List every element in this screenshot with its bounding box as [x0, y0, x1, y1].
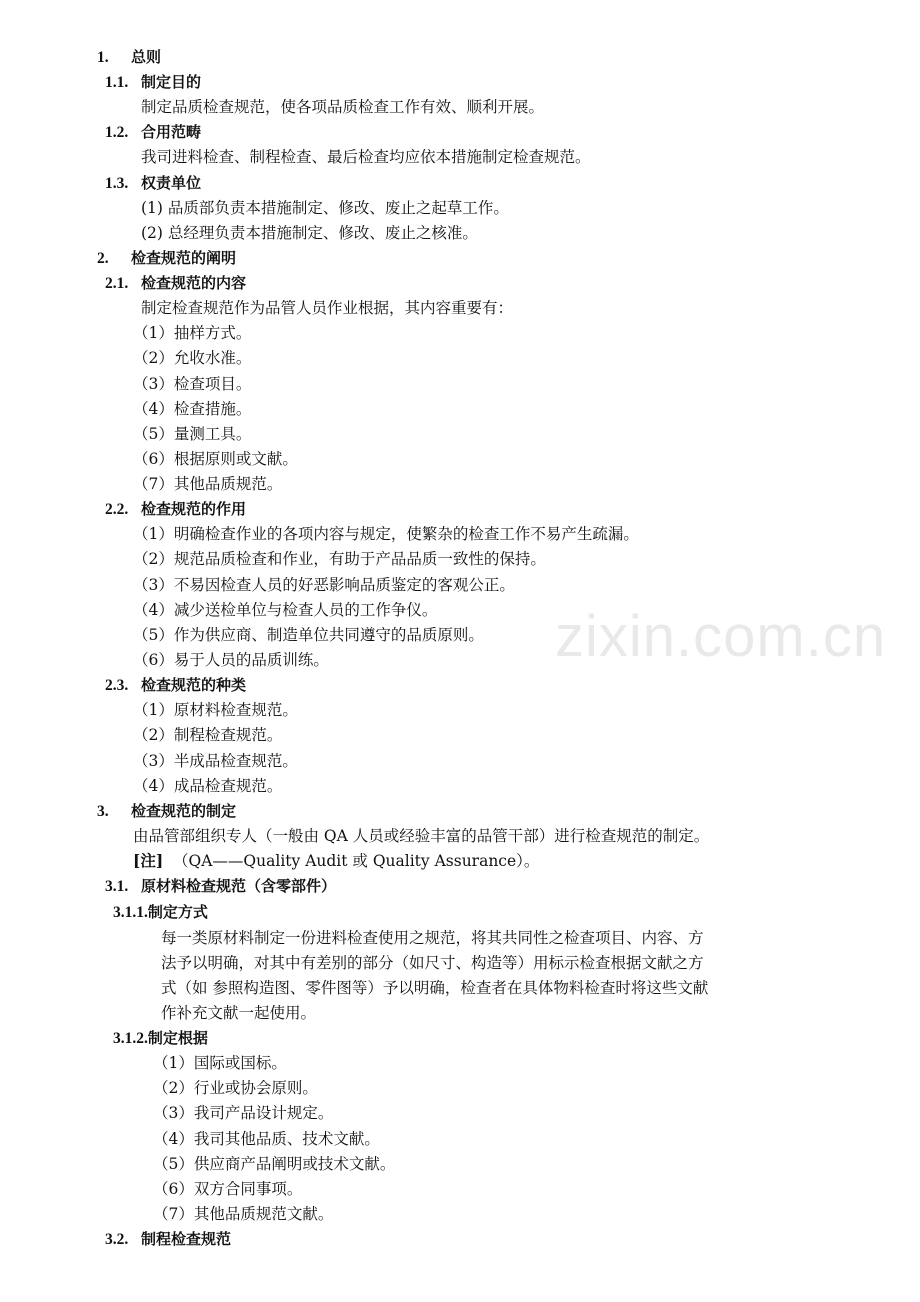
heading-3-2 — [105, 1229, 231, 1250]
paragraph: 我司进料检查、制程检查、最后检查均应依本措施制定检查规范。 — [141, 148, 591, 166]
list-item: （3）检查项目。 — [133, 375, 252, 393]
heading-title: 检查规范的内容 — [141, 274, 247, 292]
heading-3-1-2 — [113, 1028, 208, 1049]
paragraph-line: 作补充文献一起使用。 — [161, 1004, 317, 1022]
heading-title: 检查规范的作用 — [141, 500, 247, 518]
list-item: （4）我司其他品质、技术文献。 — [153, 1130, 380, 1148]
list-item: （5）作为供应商、制造单位共同遵守的品质原则。 — [133, 626, 484, 644]
heading-title: 总则 — [131, 48, 162, 66]
heading-title: 检查规范的阐明 — [131, 249, 237, 267]
heading-title: 制定根据 — [147, 1029, 208, 1047]
list-item: （6）易于人员的品质训练。 — [133, 651, 329, 669]
paragraph-line: 法予以明确，对其中有差别的部分（如尺寸、构造等）用标示检查根据文献之方 — [161, 954, 704, 972]
heading-title: 原材料检查规范（含零部件） — [141, 877, 337, 895]
note-label: [注] — [133, 851, 164, 870]
heading-number: 3.1.1. — [113, 904, 148, 921]
list-item: （6）双方合同事项。 — [153, 1180, 303, 1198]
watermark: zixin.com.cn — [555, 604, 887, 669]
heading-1-2 — [105, 122, 201, 143]
list-item: （2）允收水准。 — [133, 349, 252, 367]
paragraph-line: 每一类原材料制定一份进料检查使用之规范，将其共同性之检查项目、内容、方 — [161, 929, 704, 947]
heading-number: 1.3. — [105, 175, 129, 192]
list-item: (2) 总经理负责本措施制定、修改、废止之核准。 — [141, 224, 478, 242]
heading-title: 合用范畴 — [141, 123, 202, 141]
heading-1 — [97, 47, 161, 68]
heading-1-3 — [105, 173, 201, 194]
heading-3-1 — [105, 876, 336, 897]
heading-3 — [97, 801, 236, 822]
heading-number: 2.3. — [105, 677, 129, 694]
list-item: （3）我司产品设计规定。 — [153, 1104, 334, 1122]
list-item: （4）成品检查规范。 — [133, 777, 283, 795]
heading-number: 3. — [97, 803, 109, 820]
heading-title: 检查规范的制定 — [131, 802, 237, 820]
heading-title: 制定目的 — [141, 73, 202, 91]
heading-number: 3.1. — [105, 878, 129, 895]
heading-2-1 — [105, 273, 246, 294]
list-item: （3）半成品检查规范。 — [133, 752, 298, 770]
list-item: （6）根据原则或文献。 — [133, 450, 298, 468]
paragraph-line: 式（如 参照构造图、零件图等）予以明确，检查者在具体物料检查时将这些文献 — [161, 979, 709, 997]
heading-number: 2. — [97, 250, 109, 267]
heading-number: 1. — [97, 49, 109, 66]
heading-2 — [97, 248, 236, 269]
note-text: （QA——Quality Audit 或 Quality Assurance）。 — [173, 852, 540, 870]
heading-2-3 — [105, 675, 246, 696]
list-item: （7）其他品质规范。 — [133, 475, 283, 493]
paragraph: 由品管部组织专人（一般由 QA 人员或经验丰富的品管干部）进行检查规范的制定。 — [133, 827, 710, 845]
heading-2-2 — [105, 499, 246, 520]
list-item: （2）制程检查规范。 — [133, 726, 283, 744]
heading-number: 3.2. — [105, 1231, 129, 1248]
heading-title: 制定方式 — [147, 903, 208, 921]
heading-title: 权责单位 — [141, 174, 202, 192]
heading-number: 1.1. — [105, 74, 129, 91]
list-item: （4）检查措施。 — [133, 400, 252, 418]
note — [133, 851, 539, 871]
list-item: （3）不易因检查人员的好恶影响品质鉴定的客观公正。 — [133, 576, 515, 594]
list-item: （4）减少送检单位与检查人员的工作争仪。 — [133, 601, 438, 619]
list-item: (1) 品质部负责本措施制定、修改、废止之起草工作。 — [141, 199, 509, 217]
heading-1-1 — [105, 72, 201, 93]
heading-number: 2.2. — [105, 501, 129, 518]
heading-number: 1.2. — [105, 124, 129, 141]
heading-3-1-1 — [113, 902, 208, 923]
heading-number: 2.1. — [105, 275, 129, 292]
heading-title: 制程检查规范 — [141, 1230, 232, 1248]
paragraph: 制定检查规范作为品管人员作业根据，其内容重要有： — [141, 299, 514, 317]
heading-title: 检查规范的种类 — [141, 676, 247, 694]
list-item: （7）其他品质规范文献。 — [153, 1205, 334, 1223]
list-item: （1）原材料检查规范。 — [133, 701, 298, 719]
list-item: （2）行业或协会原则。 — [153, 1079, 318, 1097]
list-item: （2）规范品质检查和作业，有助于产品品质一致性的保持。 — [133, 550, 546, 568]
list-item: （1）抽样方式。 — [133, 324, 252, 342]
list-item: （5）量测工具。 — [133, 425, 252, 443]
list-item: （1）明确检查作业的各项内容与规定，使繁杂的检查工作不易产生疏漏。 — [133, 525, 639, 543]
paragraph: 制定品质检查规范，使各项品质检查工作有效、顺利开展。 — [141, 98, 545, 116]
heading-number: 3.1.2. — [113, 1030, 148, 1047]
list-item: （1）国际或国标。 — [153, 1054, 287, 1072]
list-item: （5）供应商产品阐明或技术文献。 — [153, 1155, 396, 1173]
